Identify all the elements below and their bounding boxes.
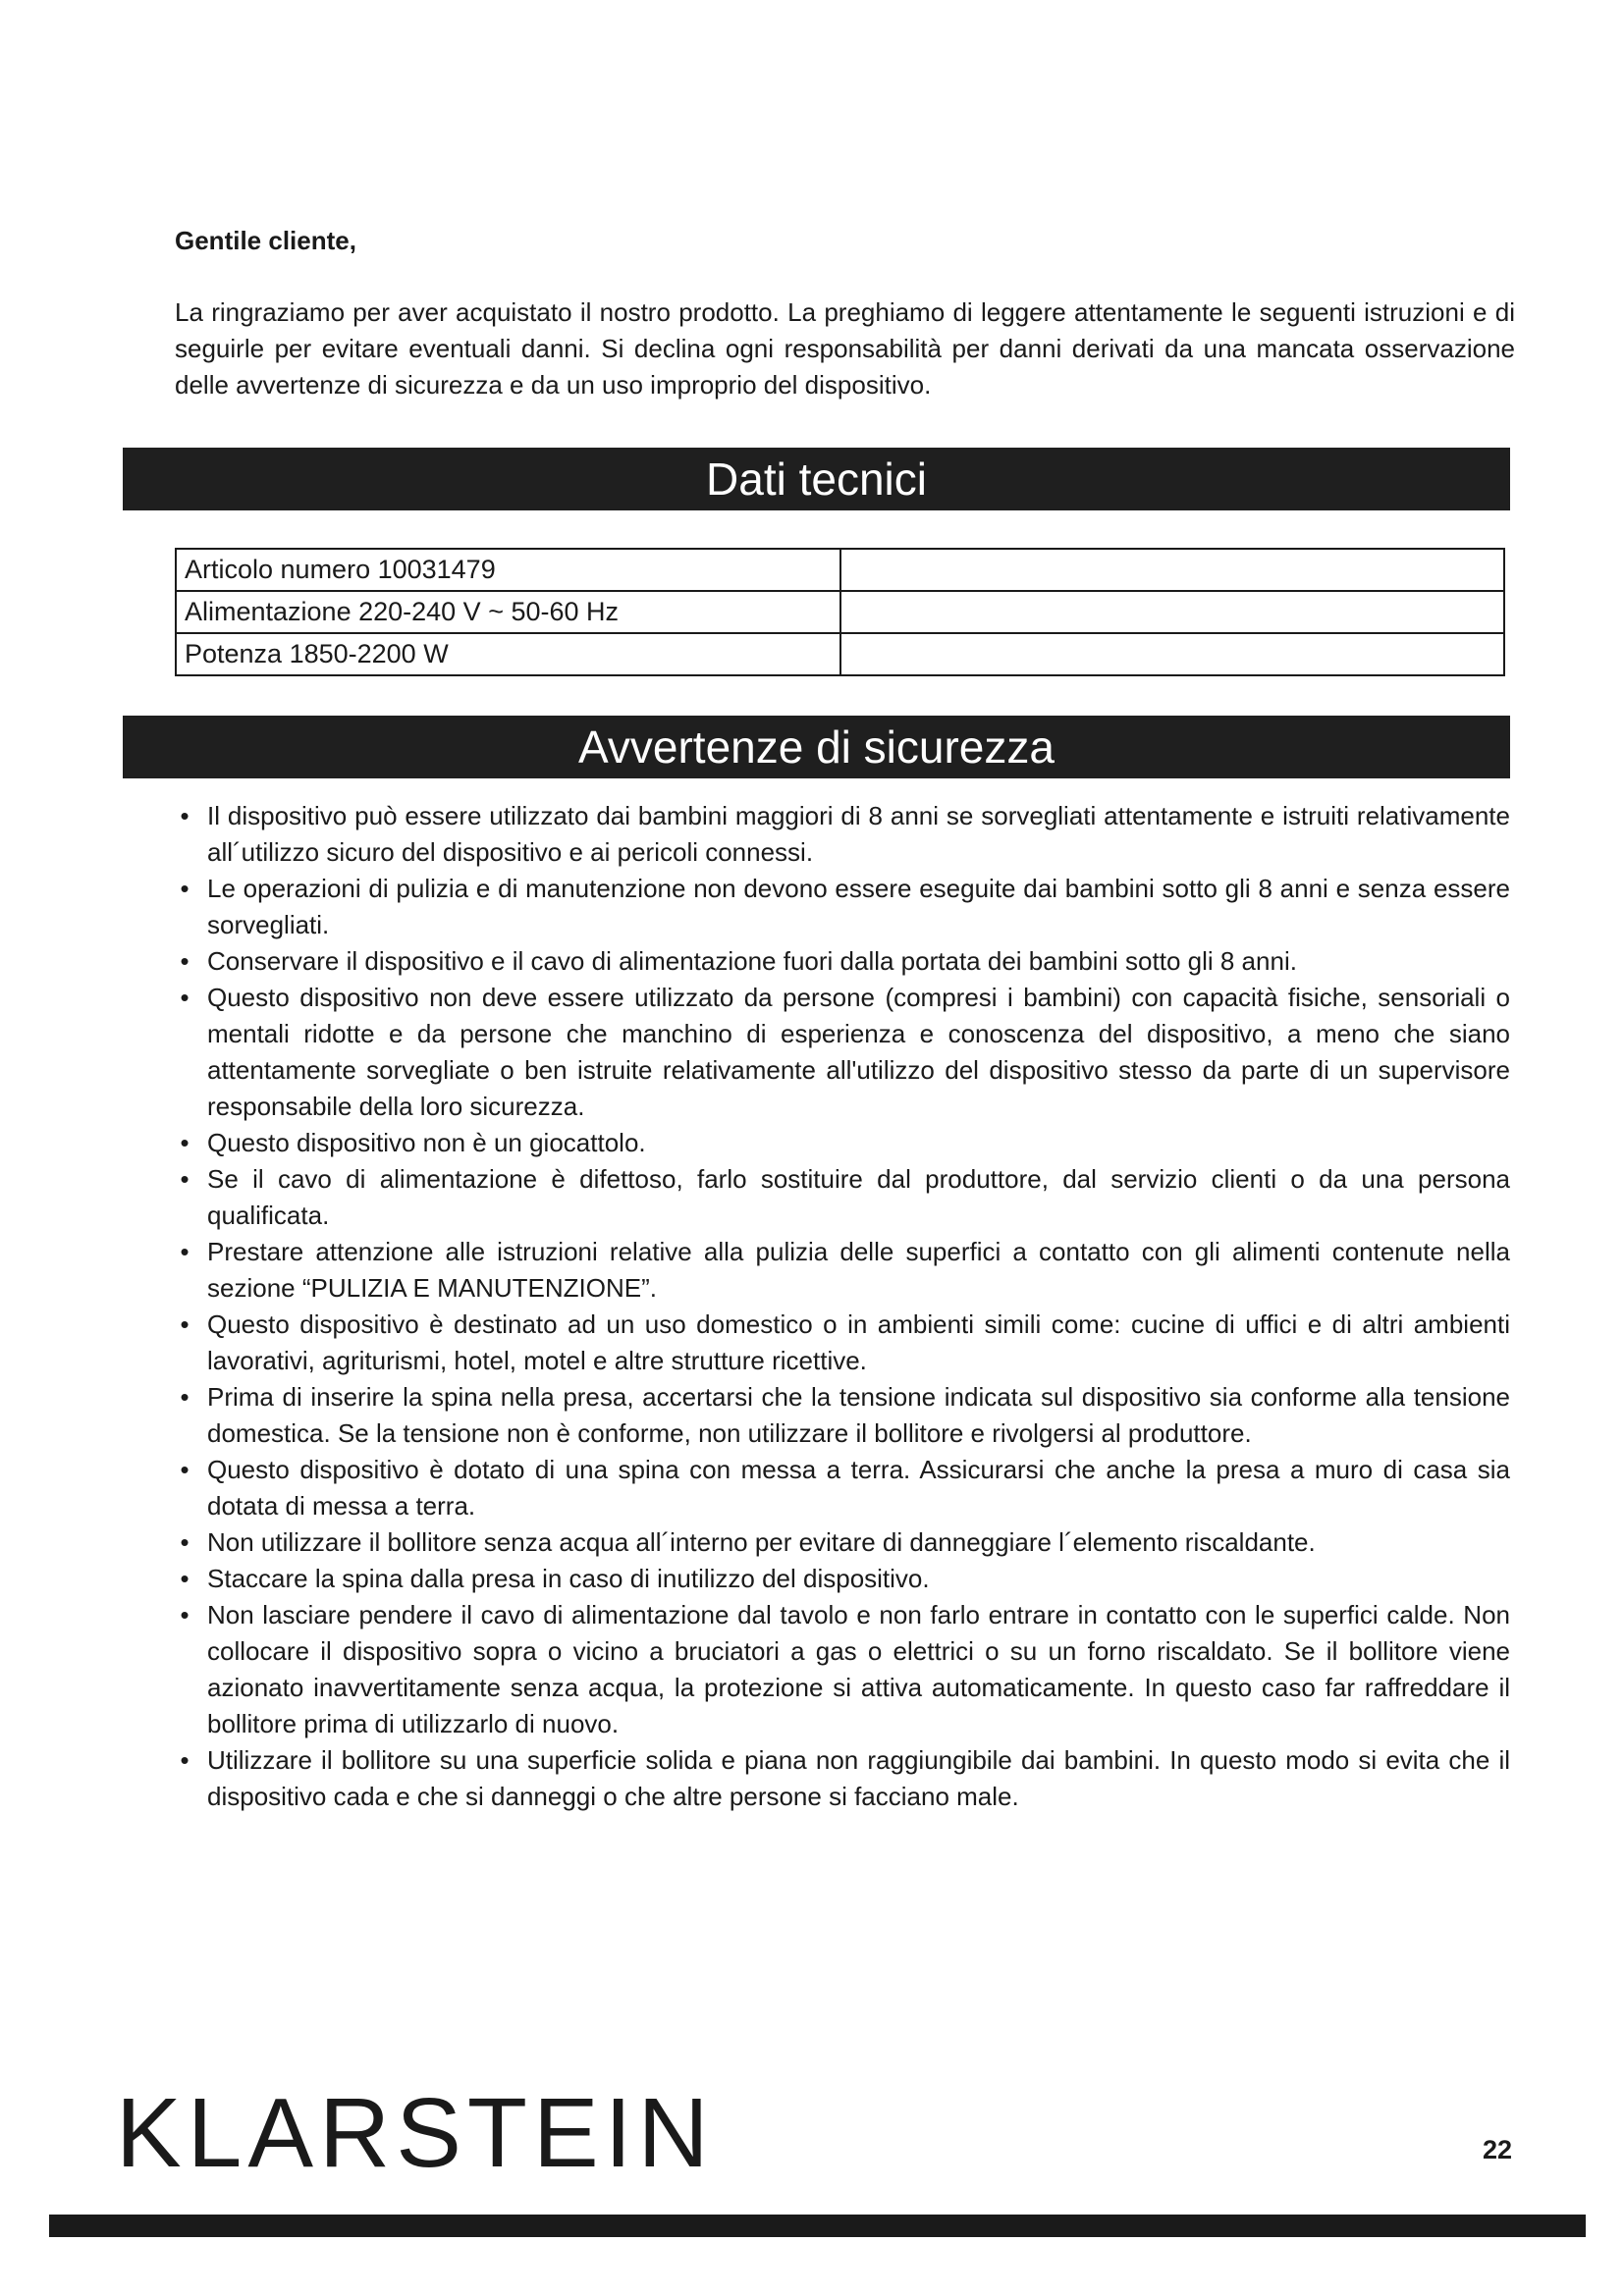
safety-warnings-header: Avvertenze di sicurezza xyxy=(123,716,1510,778)
list-item xyxy=(175,943,1510,980)
bullet-icon: • xyxy=(180,1309,189,1339)
list-item-text: Questo dispositivo non è un giocattolo. xyxy=(207,1128,646,1157)
bullet-icon: • xyxy=(180,1745,189,1775)
list-item-text: Prima di inserire la spina nella presa, accertarsi che la tensione indicata sul dispositivo sia conforme alla tensione domestica. Se la tensione non è conforme, non utilizzare il bollitore e rivolgersi al produttore. xyxy=(207,1382,1510,1448)
list-item xyxy=(175,871,1510,943)
list-item-text: Non lasciare pendere il cavo di alimentazione dal tavolo e non farlo entrare in contatto con le superfici calde. Non collocare il dispositivo sopra o vicino a bruciatori a gas o elettrici o su un forno riscaldato. Se il bollitore viene azionato inavvertitamente senza acqua, la protezione si attiva automaticamente. In questo caso far raffreddare il bollitore prima di utilizzarlo di nuovo. xyxy=(207,1600,1510,1738)
greeting: Gentile cliente, xyxy=(175,226,356,255)
bullet-icon: • xyxy=(180,1564,189,1593)
list-item-text: Questo dispositivo è dotato di una spina con messa a terra. Assicurarsi che anche la presa a muro di casa sia dotata di messa a terra. xyxy=(207,1455,1510,1521)
bullet-icon: • xyxy=(180,874,189,903)
list-item xyxy=(175,1161,1510,1234)
list-item-text: Non utilizzare il bollitore senza acqua all´interno per evitare di danneggiare l´elemento riscaldante. xyxy=(207,1527,1316,1557)
bullet-icon: • xyxy=(180,1527,189,1557)
bullet-icon: • xyxy=(180,1382,189,1412)
intro-paragraph: La ringraziamo per aver acquistato il nostro prodotto. La preghiamo di leggere attentamente le seguenti istruzioni e di seguirle per evitare eventuali danni. Si declina ogni responsabilità per danni derivati da una mancata osservazione delle avvertenze di sicurezza e da un uso improprio del dispositivo. xyxy=(175,297,1515,400)
bullet-icon: • xyxy=(180,983,189,1012)
bullet-icon: • xyxy=(180,1455,189,1484)
technical-data-header: Dati tecnici xyxy=(123,448,1510,510)
list-item-text: Questo dispositivo non deve essere utilizzato da persone (compresi i bambini) con capacità fisiche, sensoriali o mentali ridotte e da persone che manchino di esperienza e conoscenza del dispositivo, a meno che siano attentamente sorvegliate o ben istruite relativamente all'utilizzo del dispositivo stesso da parte di un supervisore responsabile della loro sicurezza. xyxy=(207,983,1510,1121)
bullet-icon: • xyxy=(180,1600,189,1629)
list-item-text: Utilizzare il bollitore su una superficie solida e piana non raggiungibile dai bambini. In questo modo si evita che il dispositivo cada e che si danneggi o che altre persone si facciano male. xyxy=(207,1745,1510,1811)
table-cell xyxy=(840,633,1505,675)
table-cell: Potenza 1850-2200 W xyxy=(176,633,840,675)
table-cell: Articolo numero 10031479 xyxy=(176,549,840,591)
list-item xyxy=(175,1125,1510,1161)
bullet-icon: • xyxy=(180,1164,189,1194)
bullet-icon: • xyxy=(180,1128,189,1157)
list-item-text: Staccare la spina dalla presa in caso di inutilizzo del dispositivo. xyxy=(207,1564,930,1593)
list-item xyxy=(175,1452,1510,1524)
footer-rule xyxy=(49,2215,1586,2237)
list-item-text: Il dispositivo può essere utilizzato dai bambini maggiori di 8 anni se sorvegliati attentamente e istruiti relativamente all´utilizzo sicuro del dispositivo e ai pericoli connessi. xyxy=(207,801,1510,867)
list-item-text: Se il cavo di alimentazione è difettoso, farlo sostituire dal produttore, dal servizio clienti o da una persona qualificata. xyxy=(207,1164,1510,1230)
technical-data-table xyxy=(175,548,1505,676)
klarstein-logo: KLARSTEIN xyxy=(116,2078,715,2188)
bullet-icon: • xyxy=(180,801,189,830)
table-row xyxy=(176,549,1504,591)
list-item-text: Conservare il dispositivo e il cavo di alimentazione fuori dalla portata dei bambini sotto gli 8 anni. xyxy=(207,946,1297,976)
bullet-icon: • xyxy=(180,946,189,976)
list-item xyxy=(175,798,1510,871)
list-item xyxy=(175,1561,1510,1597)
list-item xyxy=(175,1379,1510,1452)
table-cell xyxy=(840,549,1505,591)
bullet-icon: • xyxy=(180,1237,189,1266)
page-number: 22 xyxy=(1482,2135,1512,2164)
list-item xyxy=(175,1524,1510,1561)
list-item xyxy=(175,1234,1510,1307)
table-row xyxy=(176,633,1504,675)
table-cell: Alimentazione 220-240 V ~ 50-60 Hz xyxy=(176,591,840,633)
list-item-text: Le operazioni di pulizia e di manutenzione non devono essere eseguite dai bambini sotto gli 8 anni e senza essere sorvegliati. xyxy=(207,874,1510,939)
list-item xyxy=(175,980,1510,1125)
safety-warnings-list xyxy=(175,798,1510,1815)
table-cell xyxy=(840,591,1505,633)
list-item xyxy=(175,1307,1510,1379)
list-item xyxy=(175,1597,1510,1742)
list-item xyxy=(175,1742,1510,1815)
list-item-text: Prestare attenzione alle istruzioni relative alla pulizia delle superfici a contatto con gli alimenti contenute nella sezione “PULIZIA E MANUTENZIONE”. xyxy=(207,1237,1510,1303)
list-item-text: Questo dispositivo è destinato ad un uso domestico o in ambienti simili come: cucine di uffici e di altri ambienti lavorativi, agriturismi, hotel, motel e altre strutture ricettive. xyxy=(207,1309,1510,1375)
table-row xyxy=(176,591,1504,633)
